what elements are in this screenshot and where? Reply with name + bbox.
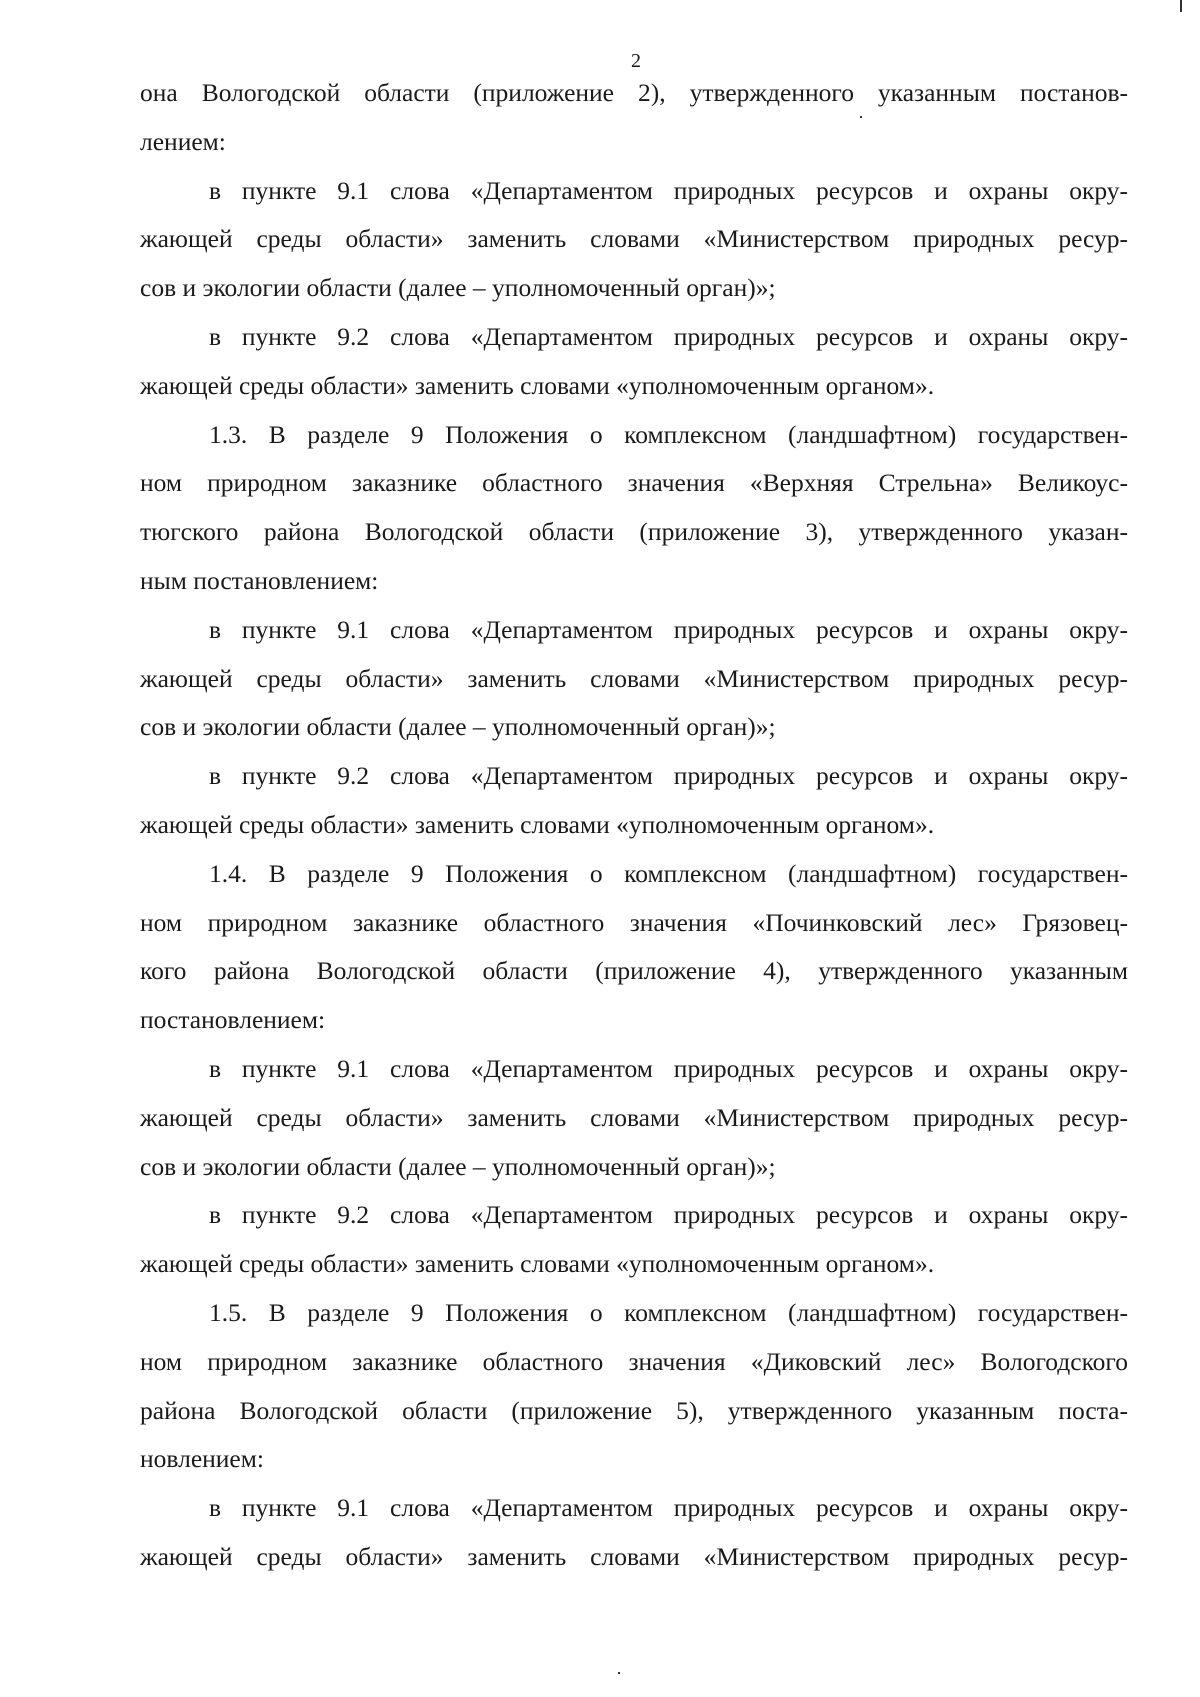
text-line: 1.5. В разделе 9 Положения о комплексном (ландшафтном) государствен-	[209, 1297, 1128, 1327]
text-line: жающей среды области» заменить словами «Министерством природных ресур-	[140, 1102, 1128, 1132]
text-line: сов и экологии области (далее – уполномоченный орган)»;	[140, 712, 776, 742]
text-line: в пункте 9.2 слова «Департаментом природных ресурсов и охраны окру-	[209, 321, 1128, 351]
scan-artifact	[618, 1672, 620, 1674]
text-line: 1.4. В разделе 9 Положения о комплексном (ландшафтном) государствен-	[209, 858, 1128, 888]
text-line: жающей среды области» заменить словами «Министерством природных ресур-	[140, 663, 1128, 693]
text-line: сов и экологии области (далее – уполномоченный орган)»;	[140, 1151, 776, 1181]
text-line: в пункте 9.2 слова «Департаментом природных ресурсов и охраны окру-	[209, 761, 1128, 791]
text-line: в пункте 9.1 слова «Департаментом природных ресурсов и охраны окру-	[209, 614, 1128, 644]
text-line: кого района Вологодской области (приложение 4), утвержденного указанным	[140, 956, 1128, 986]
text-line: в пункте 9.1 слова «Департаментом природных ресурсов и охраны окру-	[209, 175, 1128, 205]
text-line: в пункте 9.1 слова «Департаментом природных ресурсов и охраны окру-	[209, 1493, 1128, 1523]
text-line: жающей среды области» заменить словами «уполномоченным органом».	[140, 1249, 935, 1279]
text-line: в пункте 9.1 слова «Департаментом природных ресурсов и охраны окру-	[209, 1053, 1128, 1083]
text-line: района Вологодской области (приложение 5), утвержденного указанным поста-	[140, 1395, 1128, 1425]
text-line: жающей среды области» заменить словами «уполномоченным органом».	[140, 809, 935, 839]
text-line: 1.3. В разделе 9 Положения о комплексном (ландшафтном) государствен-	[209, 419, 1128, 449]
text-line: лением:	[140, 126, 226, 156]
page-number: 2	[631, 50, 641, 72]
document-body	[140, 69, 1128, 1582]
text-line: ном природном заказнике областного значения «Диковский лес» Вологодского	[140, 1346, 1128, 1376]
text-line: ном природном заказнике областного значения «Починковский лес» Грязовец-	[140, 907, 1128, 937]
text-line: постановлением:	[140, 1005, 326, 1035]
text-line: она Вологодской области (приложение 2), утвержденного указанным постанов-	[140, 78, 1128, 107]
text-line: в пункте 9.2 слова «Департаментом природных ресурсов и охраны окру-	[209, 1200, 1128, 1230]
text-line: тюгского района Вологодской области (приложение 3), утвержденного указан-	[140, 517, 1128, 547]
text-line: жающей среды области» заменить словами «уполномоченным органом».	[140, 370, 935, 400]
text-line: ным постановлением:	[140, 565, 379, 595]
text-line: ном природном заказнике областного значения «Верхняя Стрельна» Великоус-	[140, 468, 1128, 498]
text-line: жающей среды области» заменить словами «Министерством природных ресур-	[140, 1541, 1128, 1571]
scan-artifact	[1180, 0, 1182, 12]
text-line: новлением:	[140, 1444, 264, 1474]
text-line: сов и экологии области (далее – уполномоченный орган)»;	[140, 273, 776, 303]
text-line: жающей среды области» заменить словами «Министерством природных ресур-	[140, 224, 1128, 254]
scan-artifact	[860, 116, 862, 118]
